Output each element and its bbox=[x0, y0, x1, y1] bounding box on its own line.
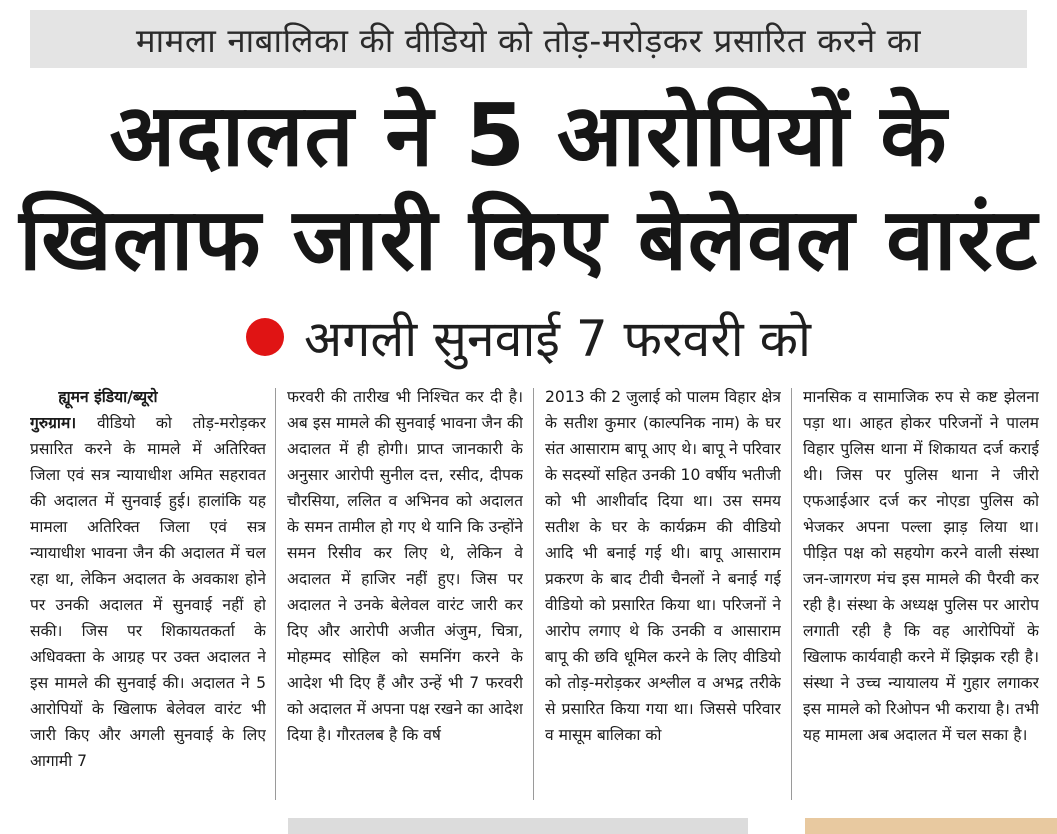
dateline: गुरुग्राम। bbox=[30, 414, 77, 432]
column-divider bbox=[533, 388, 534, 800]
subheadline bbox=[0, 302, 1057, 372]
column-4-text: मानसिक व सामाजिक रुप से कष्ट झेलना पड़ा था। आहत होकर परिजनों ने पालम विहार पुलिस थाना में शिकायत दर्ज कराई थी। जिस पर पुलिस थाना ने जीरो एफआईआर दर्ज कर नोएडा पुलिस को भेजकर अपना पल्ला झाड़ लिया था। पीड़ित पक्ष को सहयोग करने वाली संस्था जन-जागरण मंच इस मामले की पैरवी कर रही है। संस्था के अध्यक्ष पुलिस पर आरोप लगाती रही है कि वह आरोपियों के खिलाफ कार्यवाही करने में झिझक रही है। संस्था ने उच्च न्यायालय में गुहार लगाकर इस मामले को रिओपन भी कराया है। तभी यह मामला अब अदालत में चल सका है। bbox=[803, 388, 1039, 744]
red-bullet-icon bbox=[246, 318, 284, 356]
article-column-2 bbox=[287, 384, 523, 804]
kicker-banner bbox=[30, 10, 1027, 68]
column-1-text: वीडियो को तोड़-मरोड़कर प्रसारित करने के मामले में अतिरिक्त जिला एवं सत्र न्यायाधीश अमित सहरावत की अदालत में सुनवाई हुई। हालांकि यह मामला अतिरिक्त जिला एवं सत्र न्यायाधीश भावना जैन की अदालत में चल रहा था, लेकिन अदालत के अवकाश होने पर उनकी अदालत में सुनवाई नहीं हो सकी। जिस पर शिकायतकर्ता के अधिवक्ता के आग्रह पर उक्त अदालत ने इस मामले की सुनवाई की। अदालत ने 5 आरोपियों के खिलाफ बेलेवल वारंट भी जारी किए और अगली सुनवाई के लिए आगामी 7 bbox=[30, 414, 266, 770]
next-image-edge bbox=[805, 818, 1057, 834]
headline-line-2: खिलाफ जारी किए बेलेवल वारंट bbox=[19, 190, 1038, 290]
column-2-text: फरवरी की तारीख भी निश्चित कर दी है। अब इस मामले की सुनवाई भावना जैन की अदालत में ही होगी। प्राप्त जानकारी के अनुसार आरोपी सुनील दत्त, रसीद, दीपक चौरसिया, ललित व अभिनव को अदालत के समन तामील हो गए थे यानि कि उन्होंने समन रिसीव कर लिए थे, लेकिन वे अदालत में हाजिर नहीं हुए। जिस पर अदालत ने उनके बेलेवल वारंट जारी कर दिए और आरोपी अजीत अंजुम, चित्रा, मोहम्मद सोहिल को समनिंग करने के आदेश भी दिए हैं और उन्हें भी 7 फरवरी को अदालत में अपना पक्ष रखने का आदेश दिया है। गौरतलब है कि वर्ष bbox=[287, 388, 523, 744]
article-column-1 bbox=[30, 384, 266, 804]
headline-line-1: अदालत ने 5 आरोपियों के bbox=[109, 86, 948, 186]
article-column-3 bbox=[545, 384, 781, 804]
column-3-text: 2013 की 2 जुलाई को पालम विहार क्षेत्र के सतीश कुमार (काल्पनिक नाम) के घर संत आसाराम बापू आए थे। बापू ने परिवार के सदस्यों सहित उनकी 10 वर्षीय भतीजी को भी आशीर्वाद दिया था। उस समय सतीश के घर के कार्यक्रम की वीडियो आदि भी बनाई गई थी। बापू आसाराम प्रकरण के बाद टीवी चैनलों ने बनाई गई वीडियो को प्रसारित किया था। परिजनों ने आरोप लगाए थे कि उनकी व आसाराम बापू की छवि धूमिल करने के लिए वीडियो को तोड़-मरोड़कर अश्लील व अभद्र तरीके से प्रसारित किया गया था। जिससे परिवार व मासूम बालिका को bbox=[545, 388, 781, 744]
subheadline-text: अगली सुनवाई 7 फरवरी को bbox=[304, 310, 811, 368]
article-column-4 bbox=[803, 384, 1039, 804]
column-divider bbox=[791, 388, 792, 800]
kicker-text: मामला नाबालिका की वीडियो को तोड़-मरोड़कर प्रसारित करने का bbox=[135, 20, 922, 60]
column-divider bbox=[275, 388, 276, 800]
next-article-banner-edge bbox=[288, 818, 748, 834]
byline: ह्यूमन इंडिया/ब्यूरो bbox=[58, 388, 158, 406]
